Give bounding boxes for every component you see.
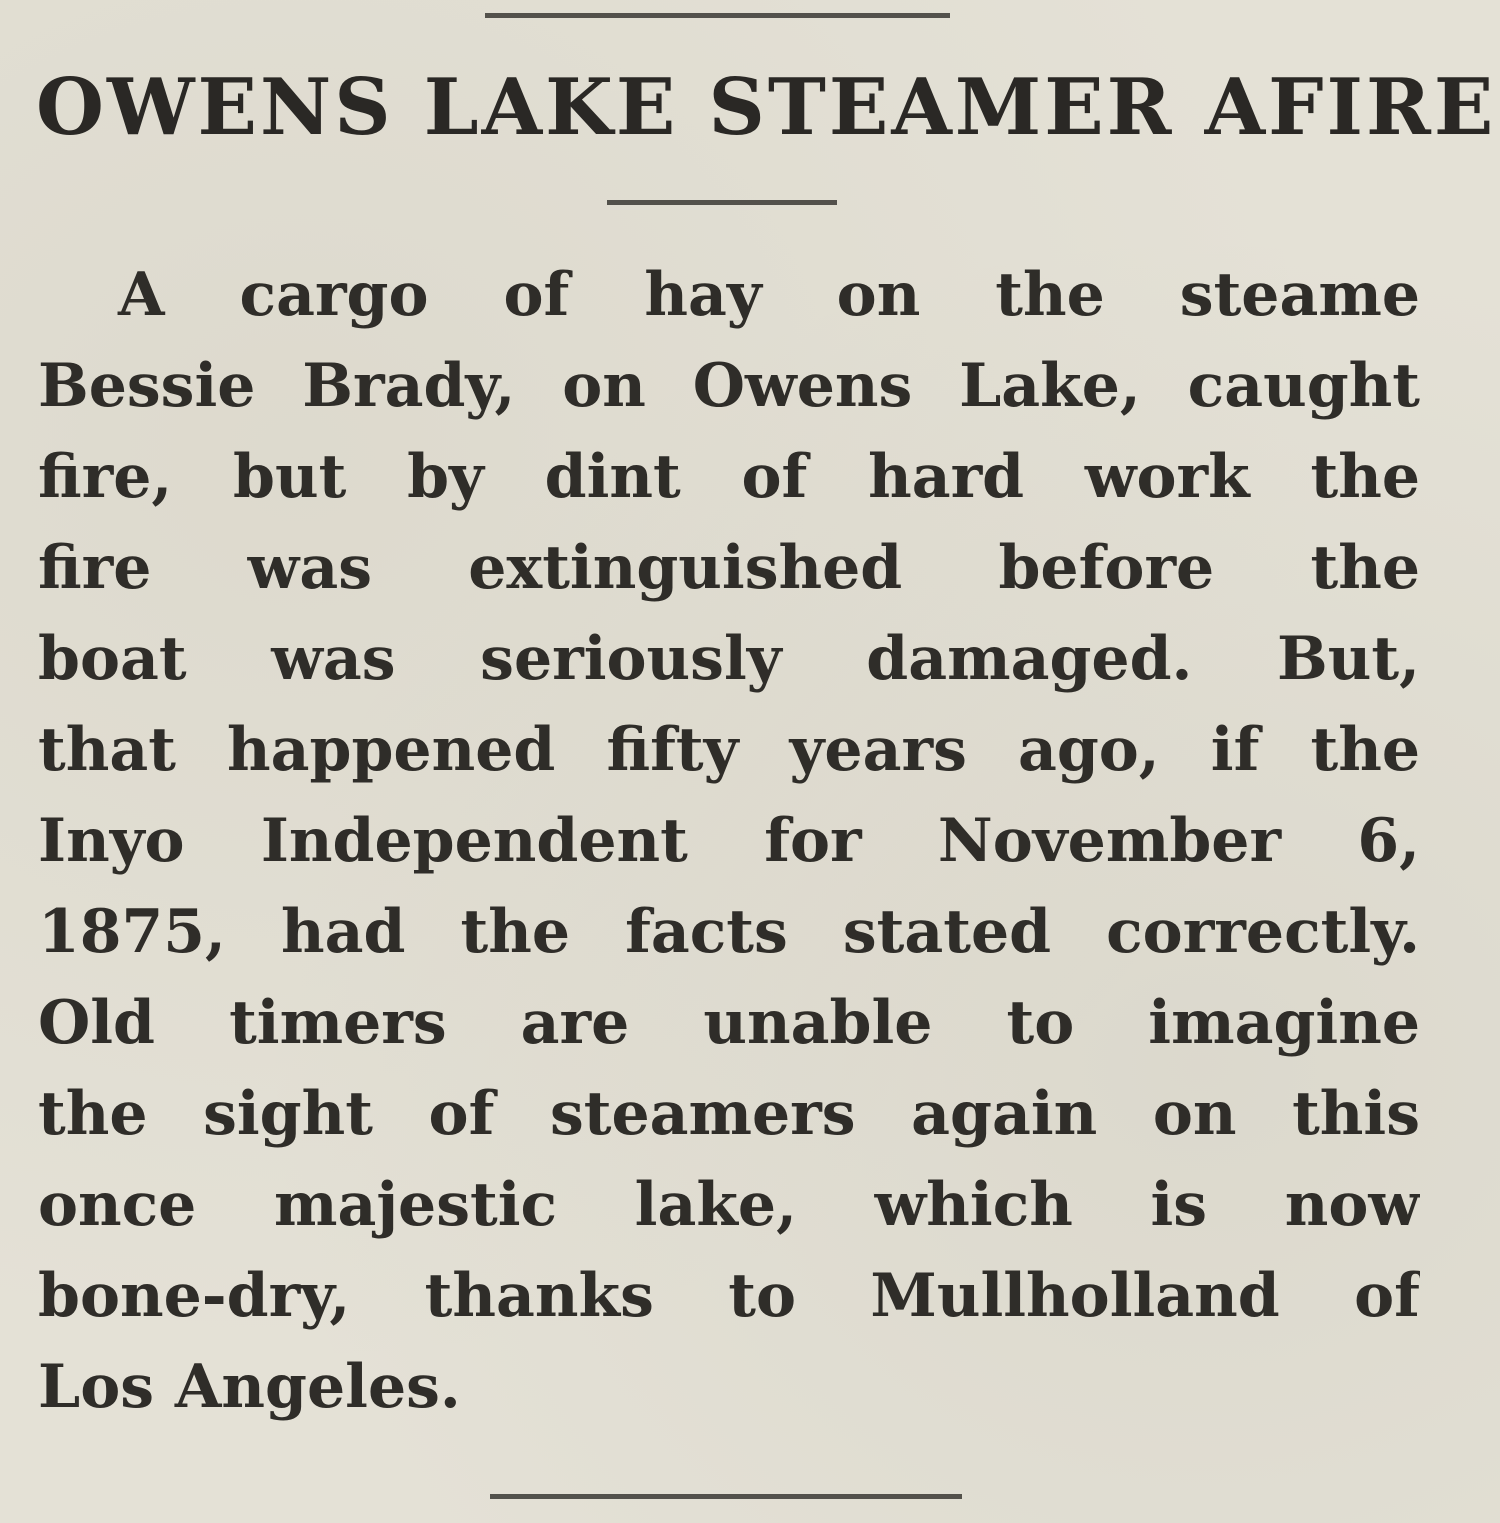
headline: OWENS LAKE STEAMER AFIRE <box>36 62 1497 153</box>
top-rule <box>485 13 950 18</box>
article-line: Bessie Brady, on Owens Lake, caught <box>38 351 1420 421</box>
article-line: Old timers are unable to imagine <box>38 988 1420 1058</box>
article-line: fire was extinguished before the <box>38 533 1420 603</box>
article-line: the sight of steamers again on this <box>38 1079 1420 1149</box>
article-line: bone-dry, thanks to Mullholland of <box>38 1261 1420 1331</box>
article-line: fire, but by dint of hard work the <box>38 442 1420 512</box>
article-line: 1875, had the facts stated correctly. <box>38 897 1420 967</box>
article-line: Inyo Independent for November 6, <box>38 806 1420 876</box>
bottom-rule <box>490 1494 962 1499</box>
article-body <box>38 250 1420 1433</box>
article-line: boat was seriously damaged. But, <box>38 624 1420 694</box>
article-line: A cargo of hay on the steame <box>118 260 1420 330</box>
article-line: once majestic lake, which is now <box>38 1170 1420 1240</box>
headline-rule <box>607 200 837 205</box>
article-line: that happened fifty years ago, if the <box>38 715 1420 785</box>
article-line: Los Angeles. <box>38 1352 461 1422</box>
